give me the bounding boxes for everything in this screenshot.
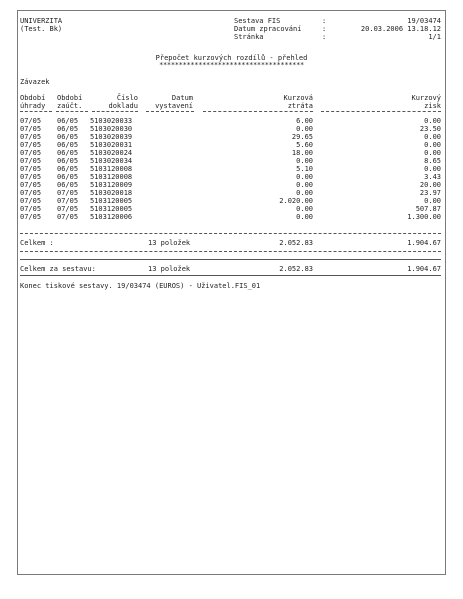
cell-fx-gain: 0.00: [424, 141, 441, 149]
cell-fx-gain: 23.50: [419, 125, 441, 133]
grand-total-count: 13 položek: [148, 265, 191, 273]
cell-period-pay: 07/05: [20, 141, 42, 149]
cell-period-pay: 07/05: [20, 165, 42, 173]
cell-fx-gain: 0.00: [424, 165, 441, 173]
cell-period-post: 06/05: [57, 165, 79, 173]
rule: [146, 111, 194, 112]
cell-period-post: 07/05: [57, 197, 79, 205]
cell-doc-number: 5103020030: [90, 125, 133, 133]
col-fx-loss-2: ztráta: [287, 102, 313, 110]
col-period-post: Období: [57, 94, 83, 102]
rule: [92, 111, 138, 112]
cell-fx-gain: 1.300.00: [407, 213, 441, 221]
cell-fx-gain: 507.87: [415, 205, 441, 213]
table-row: [18, 181, 445, 189]
page-label: Stránka: [234, 33, 264, 41]
subtotal-rule-bottom: [20, 251, 441, 252]
table-row: [18, 141, 445, 149]
cell-period-post: 06/05: [57, 149, 79, 157]
rule: [56, 111, 88, 112]
cell-period-post: 06/05: [57, 117, 79, 125]
cell-fx-gain: 8.65: [424, 157, 441, 165]
cell-fx-loss: 0.00: [296, 189, 313, 197]
org-unit: (Test. Bk): [20, 25, 63, 33]
cell-period-pay: 07/05: [20, 133, 42, 141]
cell-fx-loss: 5.10: [296, 165, 313, 173]
table-row: [18, 125, 445, 133]
page-colon: :: [322, 33, 327, 41]
cell-period-post: 07/05: [57, 189, 79, 197]
cell-doc-number: 5103020034: [90, 157, 133, 165]
cell-period-post: 06/05: [57, 125, 79, 133]
cell-period-post: 06/05: [57, 157, 79, 165]
cell-doc-number: 5103020031: [90, 141, 133, 149]
cell-period-pay: 07/05: [20, 173, 42, 181]
cell-doc-number: 5103120008: [90, 173, 133, 181]
title-underline: *************************************: [159, 61, 304, 69]
rule: [321, 111, 441, 112]
col-period-pay-2: úhrady: [20, 102, 46, 110]
cell-doc-number: 5103120005: [90, 197, 133, 205]
grand-total-label: Celkem za sestavu:: [20, 265, 96, 273]
date-label: Datum zpracování: [234, 25, 302, 33]
report-title: Přepočet kurzových rozdílů - přehled: [155, 54, 308, 62]
cell-fx-loss: 0.00: [296, 213, 313, 221]
cell-fx-loss: 29.65: [291, 133, 313, 141]
cell-fx-loss: 6.00: [296, 117, 313, 125]
cell-period-pay: 07/05: [20, 205, 42, 213]
table-row: [18, 149, 445, 157]
cell-fx-gain: 0.00: [424, 197, 441, 205]
subtotal-label: Celkem :: [20, 239, 54, 247]
col-issue-date-2: vystavení: [155, 102, 193, 110]
total-rule-bottom: [20, 275, 441, 276]
cell-fx-loss: 0.00: [296, 181, 313, 189]
col-doc-number: Číslo: [116, 94, 138, 102]
table-row: [18, 133, 445, 141]
cell-fx-gain: 3.43: [424, 173, 441, 181]
cell-doc-number: 5103020024: [90, 149, 133, 157]
cell-period-pay: 07/05: [20, 117, 42, 125]
report-footer: Konec tiskové sestavy. 19/03474 (EUROS) - Uživatel.FIS_01: [20, 282, 261, 290]
cell-fx-loss: 18.00: [291, 149, 313, 157]
table-row: [18, 205, 445, 213]
report-colon: :: [322, 17, 327, 25]
cell-period-post: 06/05: [57, 141, 79, 149]
subtotal-gain: 1.904.67: [407, 239, 441, 247]
cell-fx-gain: 0.00: [424, 149, 441, 157]
cell-period-pay: 07/05: [20, 157, 42, 165]
cell-fx-gain: 23.97: [419, 189, 441, 197]
rule: [20, 111, 52, 112]
cell-doc-number: 5103020033: [90, 117, 133, 125]
cell-period-post: 06/05: [57, 173, 79, 181]
grand-total-gain: 1.904.67: [407, 265, 441, 273]
col-issue-date: Datum: [171, 94, 193, 102]
cell-doc-number: 5103120009: [90, 181, 133, 189]
cell-period-pay: 07/05: [20, 125, 42, 133]
col-period-pay: Období: [20, 94, 46, 102]
cell-fx-gain: 0.00: [424, 133, 441, 141]
cell-fx-loss: 0.00: [296, 205, 313, 213]
cell-period-post: 06/05: [57, 133, 79, 141]
col-fx-gain-2: zisk: [424, 102, 441, 110]
section-label: Závazek: [20, 78, 50, 86]
cell-fx-loss: 5.60: [296, 141, 313, 149]
total-rule: [20, 259, 441, 260]
cell-fx-loss: 0.00: [296, 157, 313, 165]
cell-fx-loss: 0.00: [296, 125, 313, 133]
cell-doc-number: 5103120008: [90, 165, 133, 173]
subtotal-loss: 2.052.83: [279, 239, 313, 247]
report-page: [17, 10, 446, 575]
cell-period-post: 07/05: [57, 213, 79, 221]
report-code: 19/03474: [407, 17, 441, 25]
cell-period-pay: 07/05: [20, 149, 42, 157]
cell-doc-number: 5103020039: [90, 133, 133, 141]
table-row: [18, 117, 445, 125]
table-row: [18, 165, 445, 173]
page-value: 1/1: [428, 33, 441, 41]
cell-period-pay: 07/05: [20, 197, 42, 205]
cell-fx-gain: 20.00: [419, 181, 441, 189]
col-fx-gain: Kurzový: [411, 94, 441, 102]
date-value: 20.03.2006 13.18.12: [360, 25, 441, 33]
subtotal-count: 13 položek: [148, 239, 191, 247]
rule: [203, 111, 313, 112]
cell-fx-loss: 2.020.00: [279, 197, 313, 205]
cell-doc-number: 5103120006: [90, 213, 133, 221]
cell-fx-gain: 0.00: [424, 117, 441, 125]
cell-period-pay: 07/05: [20, 181, 42, 189]
grand-total-loss: 2.052.83: [279, 265, 313, 273]
table-row: [18, 197, 445, 205]
cell-doc-number: 5103020018: [90, 189, 133, 197]
subtotal-rule: [20, 233, 441, 234]
cell-doc-number: 5103120005: [90, 205, 133, 213]
table-row: [18, 157, 445, 165]
cell-period-post: 06/05: [57, 181, 79, 189]
cell-period-pay: 07/05: [20, 189, 42, 197]
cell-fx-loss: 0.00: [296, 173, 313, 181]
org-name: UNIVERZITA: [20, 17, 63, 25]
col-doc-number-2: dokladu: [108, 102, 138, 110]
report-label: Sestava FIS: [234, 17, 281, 25]
table-row: [18, 189, 445, 197]
table-row: [18, 213, 445, 221]
col-period-post-2: zaúčt.: [57, 102, 83, 110]
col-fx-loss: Kurzová: [283, 94, 313, 102]
date-colon: :: [322, 25, 327, 33]
table-row: [18, 173, 445, 181]
cell-period-pay: 07/05: [20, 213, 42, 221]
cell-period-post: 07/05: [57, 205, 79, 213]
